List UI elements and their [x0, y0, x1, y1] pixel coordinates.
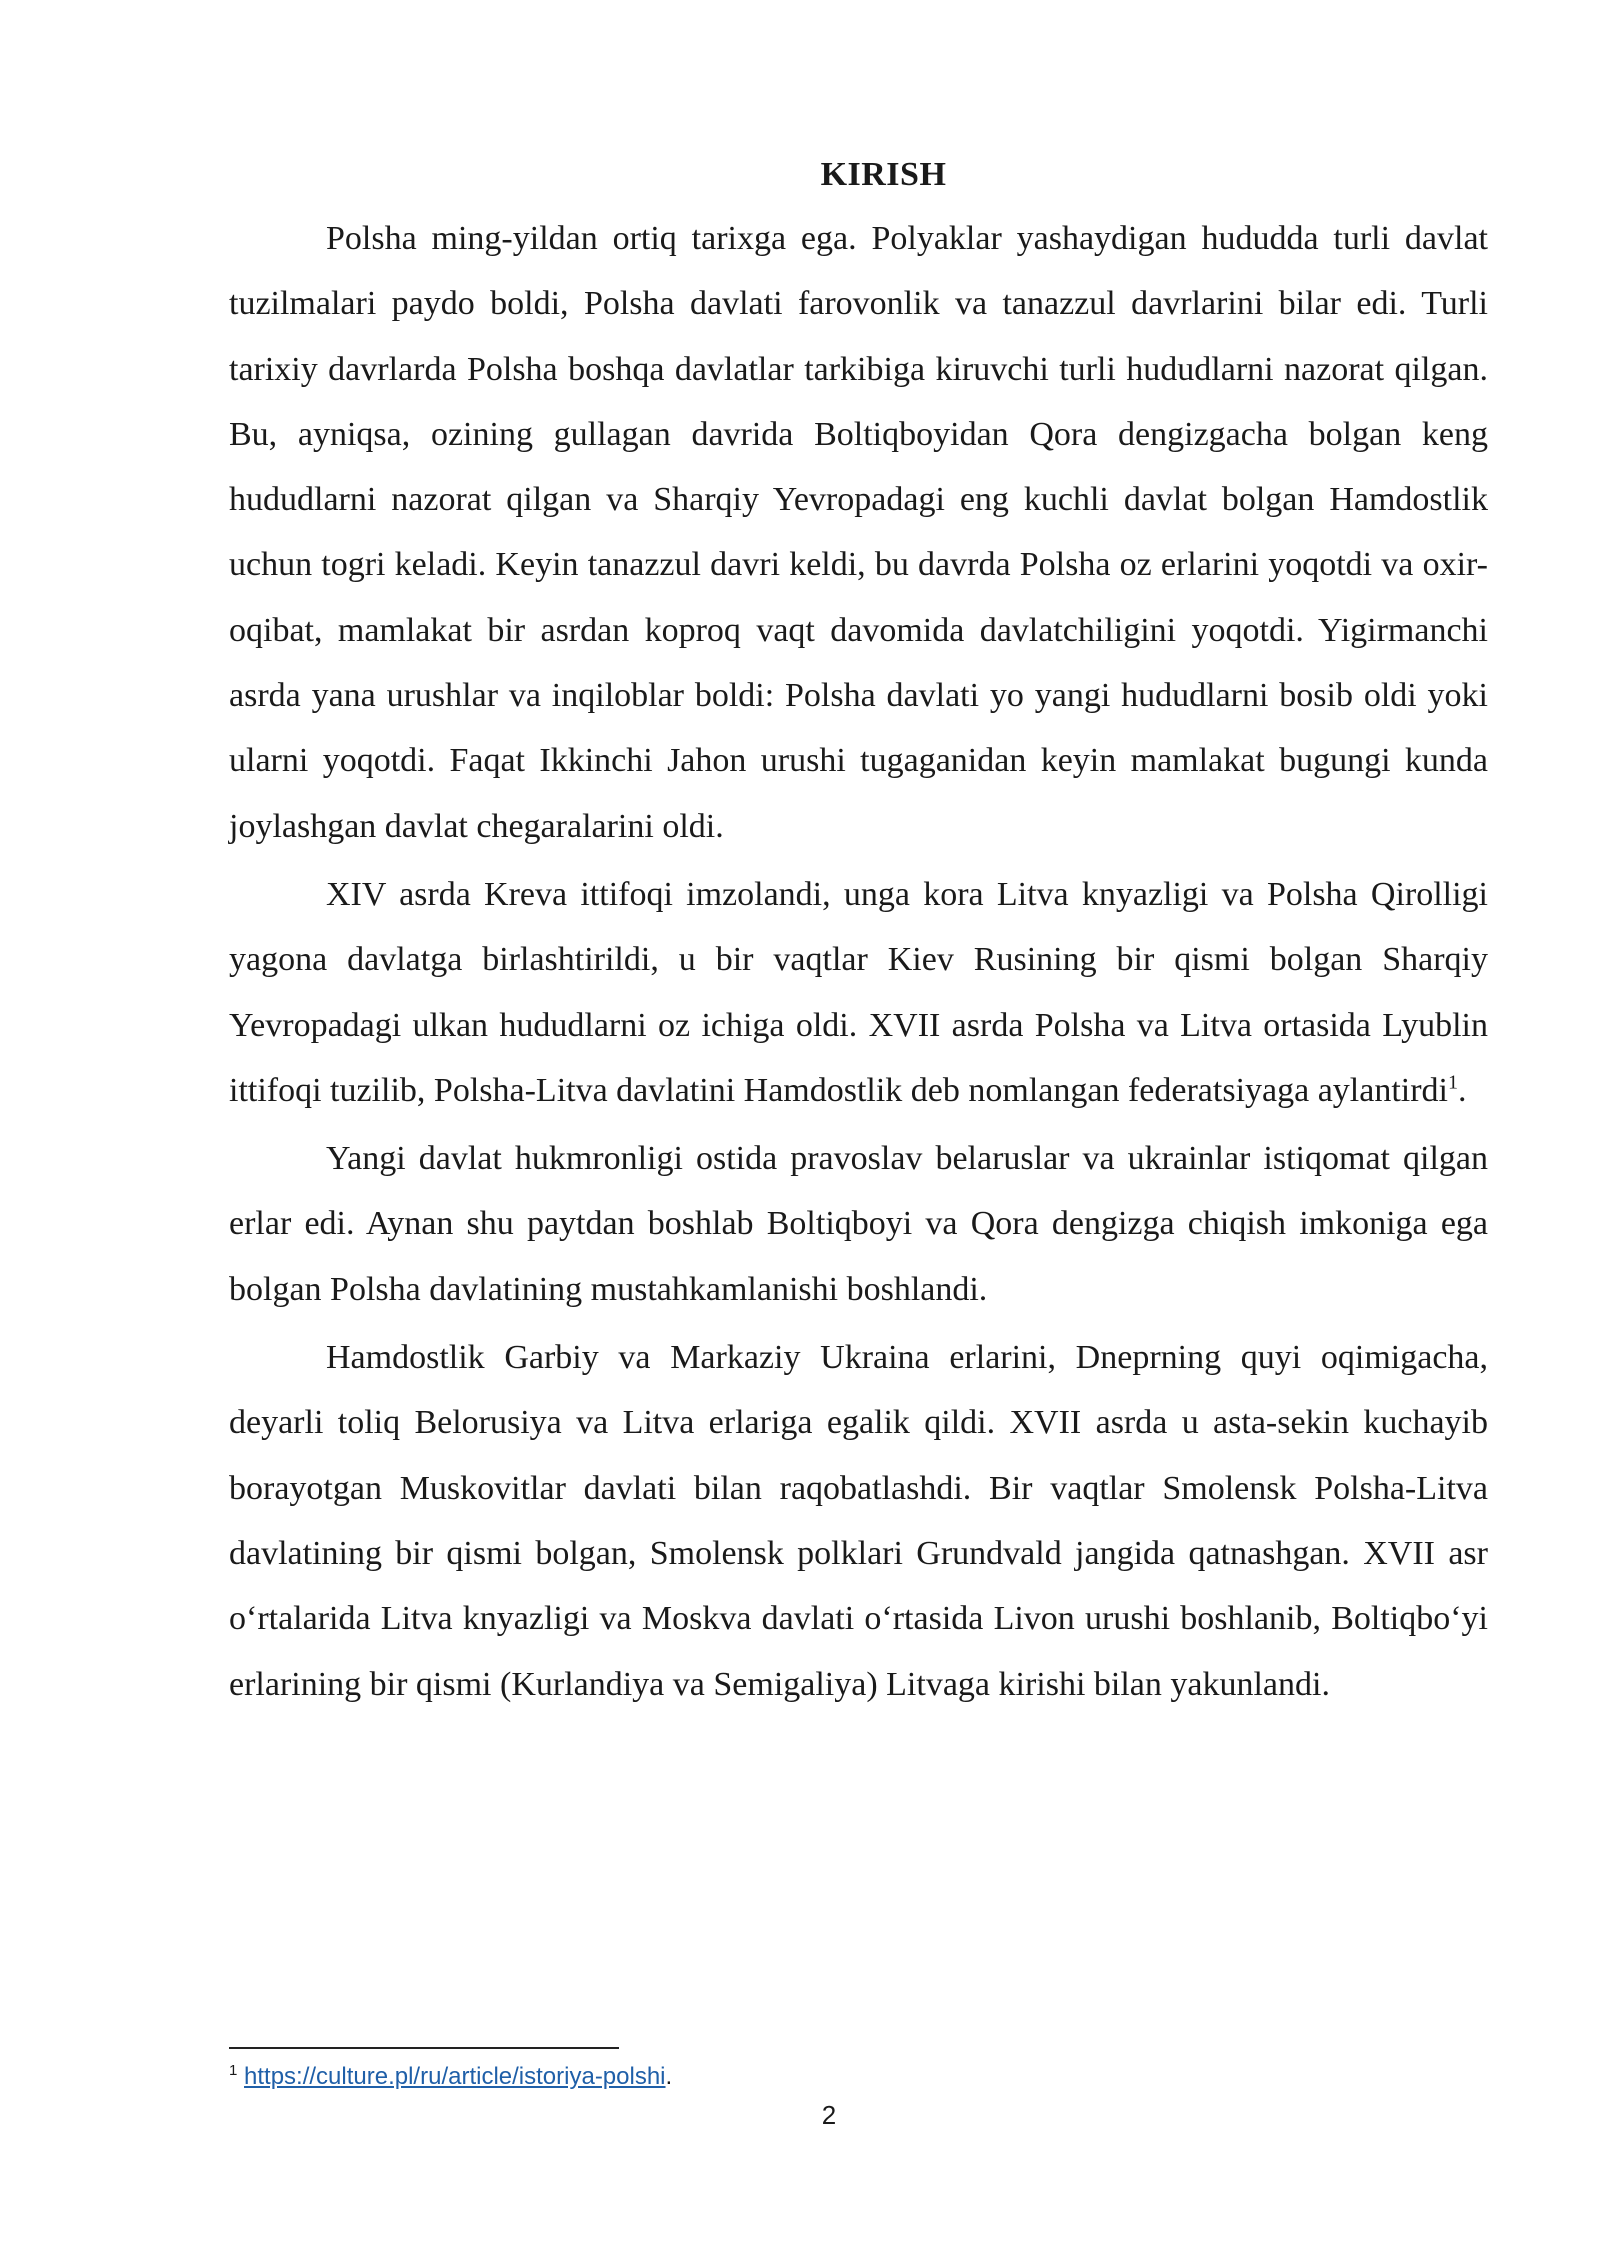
page-heading: KIRISH — [820, 156, 947, 193]
page-number: 2 — [821, 2100, 837, 2130]
paragraph-4 — [229, 1325, 1488, 1717]
paragraph-1-text: Polsha ming-yildan ortiq tarixga ega. Polyaklar yashaydigan hududda turli davlat tuzilmalari paydo boldi, Polsha davlati farovonlik va tanazzul davrlarini bilar edi. Turli tarixiy davrlarda Polsha boshqa davlatlar tarkibiga kiruvchi turli hududlarni nazorat qilgan. Bu, ayniqsa, ozining gullagan davrida Boltiqboyidan Qora dengizgacha bolgan keng hududlarni nazorat qilgan va Sharqiy Yevropadagi eng kuchli davlat bolgan Hamdostlik uchun togri keladi. Keyin tanazzul davri keldi, bu davrda Polsha oz erlarini yoqotdi va oxir-oqibat, mamlakat bir asrdan koproq vaqt davomida davlatchiligini yoqotdi. Yigirmanchi asrda yana urushlar va inqiloblar boldi: Polsha davlati yo yangi hududlarni bosib oldi yoki ularni yoqotdi. Faqat Ikkinchi Jahon urushi tugaganidan keyin mamlakat bugungi kunda joylashgan davlat chegaralarini oldi. — [229, 220, 1488, 845]
footnote-link[interactable]: https://culture.pl/ru/article/istoriya-polshi — [244, 2063, 666, 2090]
footnote-separator — [229, 2047, 619, 2049]
footnote-marker: 1 — [229, 2062, 238, 2079]
paragraph-2-tail: . — [1458, 1071, 1467, 1109]
paragraph-1 — [229, 206, 1488, 859]
paragraph-3-text: Yangi davlat hukmronligi ostida pravoslav belaruslar va ukrainlar istiqomat qilgan erlar edi. Aynan shu paytdan boshlab Boltiqboyi va Qora dengizga chiqish imkoniga ega bolgan Polsha davlatining mustahkamlanishi boshlandi. — [229, 1140, 1488, 1308]
body-text — [229, 150, 1488, 1717]
paragraph-3 — [229, 1126, 1488, 1322]
paragraph-2 — [229, 862, 1488, 1123]
footnote-reference[interactable]: 1 — [1448, 1071, 1458, 1094]
paragraph-4-text: Hamdostlik Garbiy va Markaziy Ukraina erlarini, Dneprning quyi oqimigacha, deyarli toliq Belorusiya va Litva erlariga egalik qildi. XVII asrda u asta-sekin kuchayib borayotgan Muskovitlar davlati bilan raqobatlashdi. Bir vaqtlar Smolensk Polsha-Litva davlatining bir qismi bolgan, Smolensk polklari Grundvald jangida qatnashgan. XVII asr o‘rtalarida Litva knyazligi va Moskva davlati o‘rtasida Livon urushi boshlanib, Boltiqbo‘yi erlarining bir qismi (Kurlandiya va Semigaliya) Litvaga kirishi bilan yakunlandi. — [229, 1339, 1488, 1703]
footnote — [229, 2060, 672, 2094]
paragraph-2-text: XIV asrda Kreva ittifoqi imzolandi, unga kora Litva knyazligi va Polsha Qirolligi yagona davlatga birlashtirildi, u bir vaqtlar Kiev Rusining bir qismi bolgan Sharqiy Yevropadagi ulkan hududlarni oz ichiga oldi. XVII asrda Polsha va Litva ortasida Lyublin ittifoqi tuzilib, Polsha-Litva davlatini Hamdostlik deb nomlangan federatsiyaga aylantirdi — [229, 875, 1488, 1109]
footnote-tail: . — [665, 2063, 673, 2090]
